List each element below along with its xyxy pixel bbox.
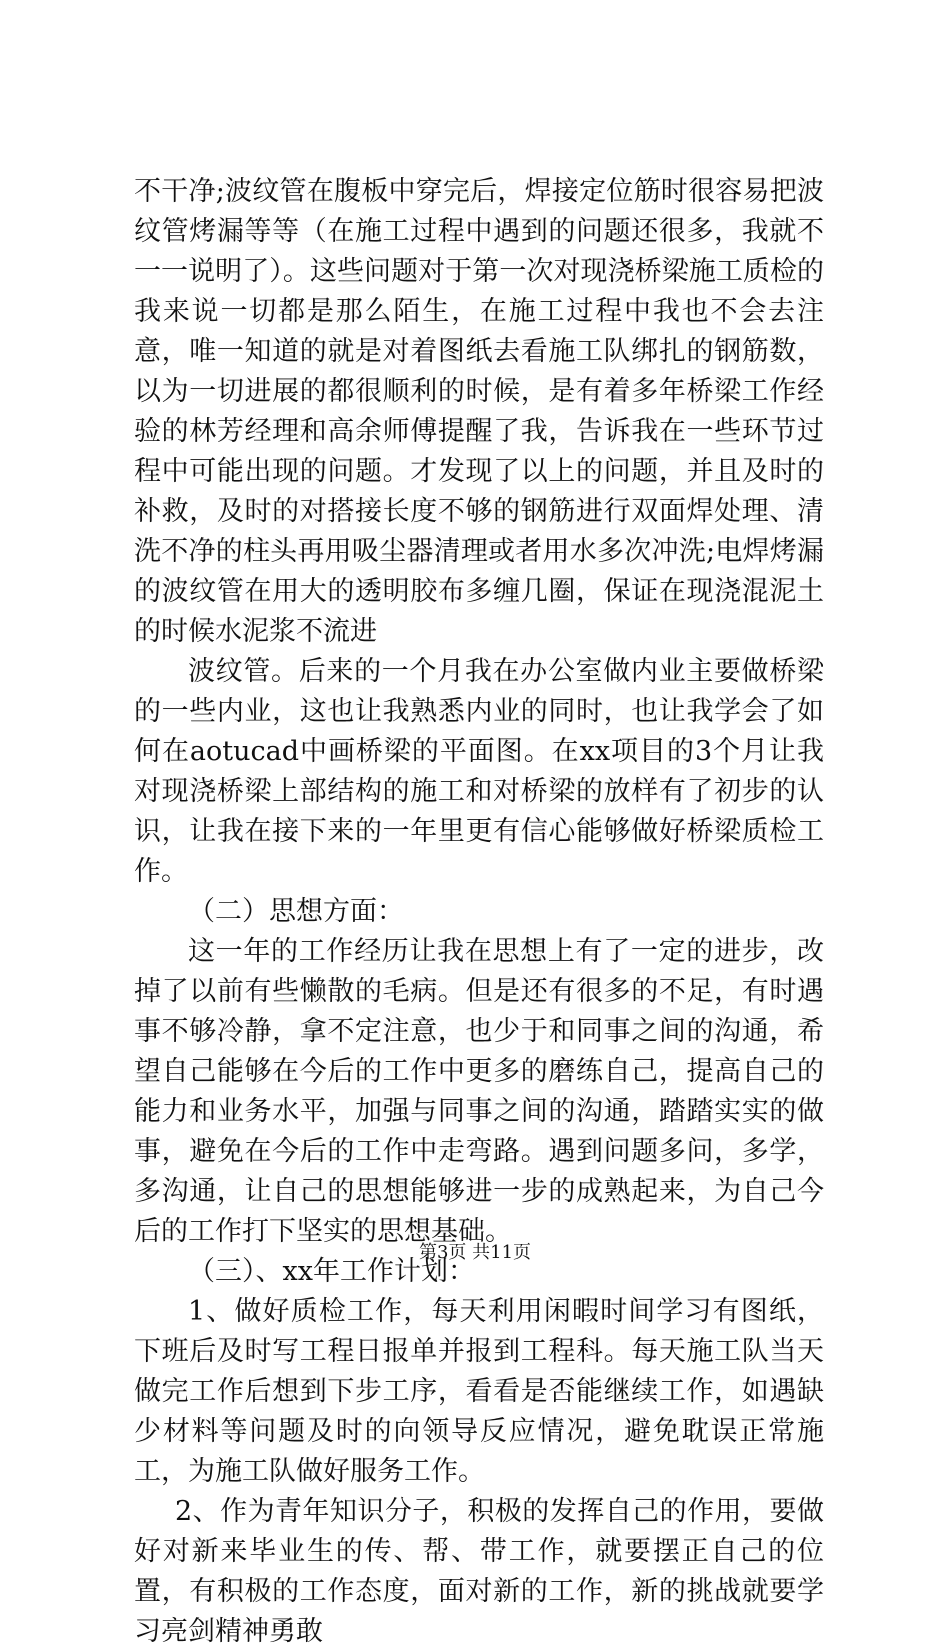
document-body [134, 172, 824, 1652]
paragraph-1: 不干净;波纹管在腹板中穿完后，焊接定位筋时很容易把波纹管烤漏等等（在施工过程中遇到的问题还很多，我就不一一说明了）。这些问题对于第一次对现浇桥梁施工质检的我来说一切都是那么陌生，在施工过程中我也不会去注意，唯一知道的就是对着图纸去看施工队绑扎的钢筋数，以为一切进展的都很顺利的时候，是有着多年桥梁工作经验的林芳经理和高余师傅提醒了我，告诉我在一些环节过程中可能出现的问题。才发现了以上的问题，并且及时的补救，及时的对搭接长度不够的钢筋进行双面焊处理、清洗不净的柱头再用吸尘器清理或者用水多次冲洗;电焊烤漏的波纹管在用大的透明胶布多缠几圈，保证在现浇混泥土的时候水泥浆不流进 [134, 176, 824, 647]
paragraph-3: 这一年的工作经历让我在思想上有了一定的进步，改掉了以前有些懒散的毛病。但是还有很多的不足，有时遇事不够冷静，拿不定注意，也少于和同事之间的沟通，希望自己能够在今后的工作中更多的磨练自己，提高自己的能力和业务水平，加强与同事之间的沟通，踏踏实实的做事，避免在今后的工作中走弯路。遇到问题多问，多学，多沟通，让自己的思想能够进一步的成熟起来，为自己今后的工作打下坚实的思想基础。 [134, 936, 824, 1247]
paragraph-plan-1: 1、做好质检工作，每天利用闲暇时间学习有图纸，下班后及时写工程日报单并报到工程科。每天施工队当天做完工作后想到下步工序，看看是否能继续工作，如遇缺少材料等问题及时的向领导反应情况，避免耽误正常施工，为施工队做好服务工作。 [134, 1296, 824, 1487]
paragraph-plan-2: 2、作为青年知识分子，积极的发挥自己的作用，要做好对新来毕业生的传、帮、带工作，就要摆正自己的位置，有积极的工作态度，面对新的工作，新的挑战就要学习亮剑精神勇敢 [134, 1496, 824, 1647]
section-heading-work-plan: （三）、xx年工作计划： [188, 1256, 475, 1287]
page-number-footer: 第3页 共11页 [418, 1242, 532, 1263]
section-heading-thoughts: （二）思想方面： [188, 896, 404, 927]
paragraph-2: 波纹管。后来的一个月我在办公室做内业主要做桥梁的一些内业，这也让我熟悉内业的同时，也让我学会了如何在aotucad中画桥梁的平面图。在xx项目的3个月让我对现浇桥梁上部结构的施工和对桥梁的放样有了初步的认识，让我在接下来的一年里更有信心能够做好桥梁质检工作。 [134, 656, 824, 887]
